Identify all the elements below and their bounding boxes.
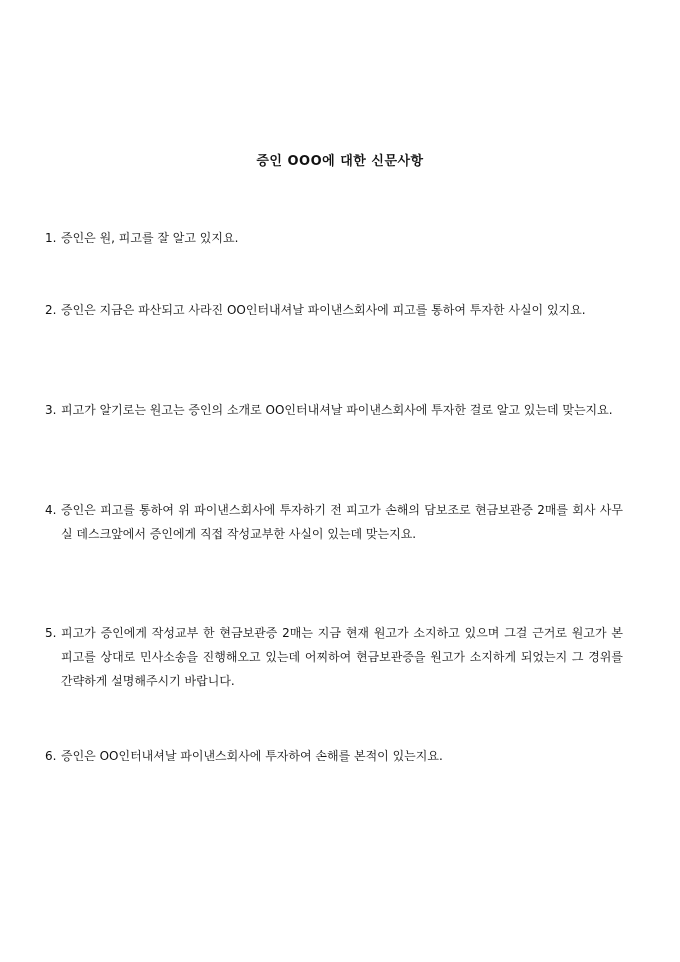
question-item: [45, 398, 623, 422]
question-item: [45, 744, 623, 768]
question-number: 4.: [45, 503, 57, 517]
question-number: 1.: [45, 231, 57, 245]
document-title: 증인 OOO에 대한 신문사항: [256, 154, 424, 169]
question-item: [45, 621, 623, 693]
question-item: [45, 498, 623, 546]
question-text: 피고가 알기로는 원고는 증인의 소개로 OO인터내셔날 파이낸스회사에 투자한 걸로 알고 있는데 맞는지요.: [61, 403, 613, 417]
question-number: 6.: [45, 749, 57, 763]
question-text: 증인은 OO인터내셔날 파이낸스회사에 투자하여 손해를 본적이 있는지요.: [61, 749, 443, 763]
question-text: 증인은 지금은 파산되고 사라진 OO인터내셔날 파이낸스회사에 피고를 통하여 투자한 사실이 있지요.: [61, 303, 586, 317]
question-number: 5.: [45, 626, 57, 640]
question-item: [45, 298, 623, 322]
question-text: 증인은 원, 피고를 잘 알고 있지요.: [61, 231, 239, 245]
question-number: 3.: [45, 403, 57, 417]
question-number: 2.: [45, 303, 57, 317]
question-text: 증인은 피고를 통하여 위 파이낸스회사에 투자하기 전 피고가 손해의 담보조로 현금보관증 2매를 회사 사무실 데스크앞에서 증인에게 직접 작성교부한 사실이 있는데 맞는지요.: [61, 503, 623, 541]
question-text: 피고가 증인에게 작성교부 한 현금보관증 2매는 지금 현재 원고가 소지하고 있으며 그걸 근거로 원고가 본 피고를 상대로 민사소송을 진행해오고 있는데 어찌하여 현금보관증을 원고가 소지하게 되었는지 그 경위를 간략하게 설명해주시기 바랍니다.: [61, 626, 623, 688]
question-item: [45, 226, 623, 250]
